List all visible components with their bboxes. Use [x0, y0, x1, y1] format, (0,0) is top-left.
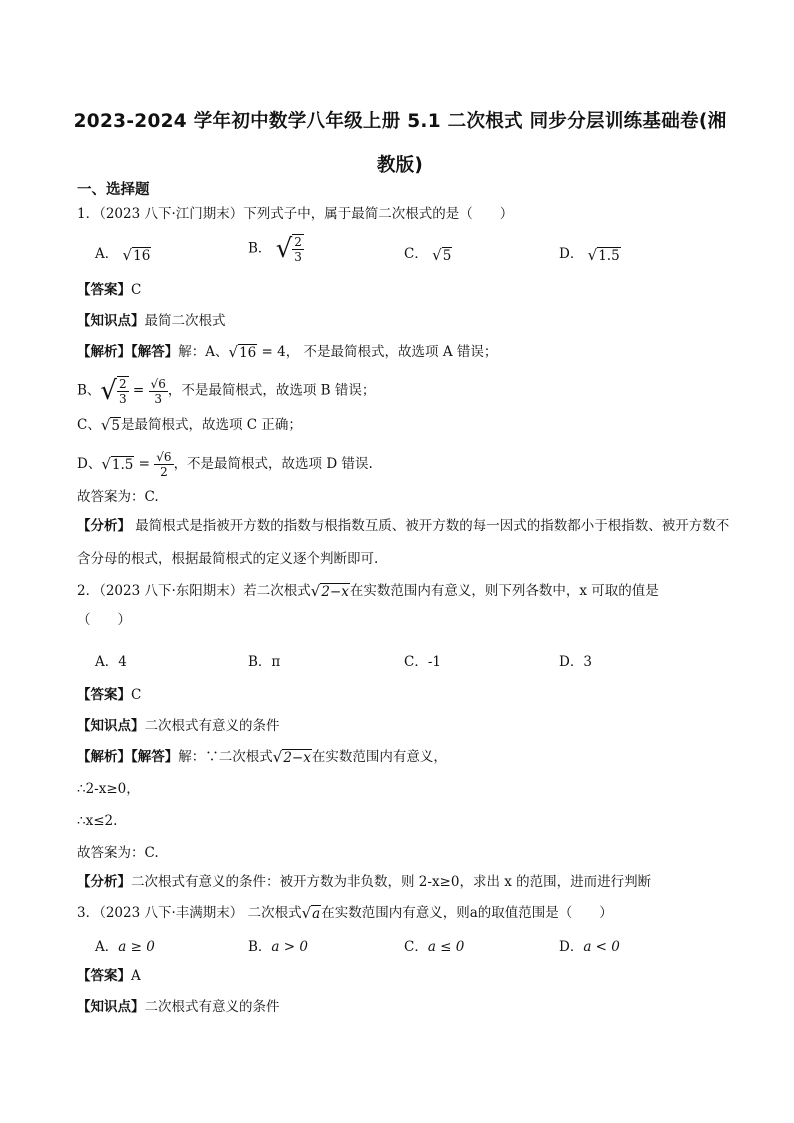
fraction: [154, 450, 173, 479]
kp-value: 二次根式有意义的条件: [144, 718, 280, 734]
q2-option-d[interactable]: D．3: [559, 654, 592, 670]
kp-tag: 【知识点】: [77, 999, 145, 1015]
radicand: 16: [239, 345, 257, 361]
denominator: 3: [119, 392, 127, 406]
denominator: 3: [154, 391, 162, 406]
option-label: D．: [559, 939, 584, 955]
sqrt-expression: √2−x: [272, 748, 311, 766]
solution-text: 解：A、: [178, 344, 229, 360]
radicand: 1.5: [111, 457, 134, 473]
kp-tag: 【知识点】: [77, 313, 145, 329]
q2-solution-line-1: [77, 747, 447, 768]
answer-value: C: [131, 687, 142, 703]
option-math: a ≥ 0: [118, 939, 155, 955]
radicand: 16: [133, 247, 151, 264]
option-label: B．: [248, 939, 272, 955]
q3-knowledge-point: [77, 997, 280, 1017]
page-title: 2023-2024 学年初中数学八年级上册 5.1 二次根式 同步分层训练基础卷(湘教版): [73, 111, 727, 176]
q2-solution-line-2: ∴2-x≥0，: [77, 781, 140, 797]
radicand: a: [312, 906, 321, 922]
solution-text: D、: [77, 456, 102, 472]
sqrt-expression: √5: [432, 245, 452, 264]
answer-tag: 【答案】: [77, 282, 131, 298]
q2-knowledge-point: [77, 716, 280, 736]
stem-text: 2．（2023 八下·东阳期末）若二次根式: [77, 583, 311, 599]
answer-value: C: [131, 282, 142, 298]
sqrt-expression: √16: [228, 343, 257, 361]
q3-option-b[interactable]: [248, 935, 308, 955]
radicand: 5: [442, 247, 452, 264]
kp-value: 最简二次根式: [144, 313, 226, 329]
q2-answer-paren: （ ）: [77, 612, 131, 628]
solution-text: 不是最简根式，故选项 A 错误；: [299, 344, 498, 360]
answer-tag: 【答案】: [77, 968, 131, 984]
sqrt-expression: √2−x: [310, 582, 349, 600]
q1-solution-line-2: B、√ $\frac{2}{3}$ = $\frac{√6}{3}$ ，不是最简根式，故选项 B 错误；: [77, 376, 376, 406]
numerator: √6: [156, 450, 172, 464]
option-label: B．: [248, 240, 272, 257]
solution-text: 在实数范围内有意义，: [311, 749, 447, 765]
q1-answer: [77, 280, 141, 300]
sqrt-fraction: √ $\frac{2}{3}$: [100, 376, 127, 406]
q1-knowledge-point: [77, 311, 226, 331]
solution-text: ，不是最简根式，故选项 B 错误；: [167, 382, 376, 399]
q3-answer: [77, 966, 141, 986]
q2-solution-line-3: ∴x≤2.: [77, 813, 118, 829]
sqrt-expression: √a: [301, 904, 321, 922]
analysis-text: 最简根式是指被开方数的指数与根指数互质、被开方数的每一因式的指数都小于根指数、被开方数不含分母的根式，根据最简根式的定义逐个判断即可.: [77, 518, 730, 567]
q1-solution-line-1: [77, 342, 497, 363]
sqrt-expression: √1.5: [587, 245, 620, 264]
radicand: 2−x: [321, 584, 349, 600]
numerator: √6: [150, 376, 166, 391]
option-label: A．: [95, 939, 119, 955]
q1-option-c[interactable]: [404, 242, 452, 264]
q1-analysis: [77, 510, 732, 576]
q1-solution-line-4: D、√1.5 = $\frac{√6}{2}$ ，不是最简根式，故选项 D 错误.: [77, 450, 373, 479]
q1-option-b[interactable]: [248, 234, 304, 264]
numerator: 2: [294, 235, 302, 249]
q3-option-c[interactable]: [404, 935, 464, 955]
q3-stem: [77, 903, 613, 924]
sqrt-expression: √16: [122, 245, 151, 264]
q1-stem: 1．（2023 八下·江门期末）下列式子中，属于最简二次根式的是（ ）: [77, 206, 514, 222]
solution-text: C、: [77, 417, 101, 433]
denominator: 2: [160, 465, 168, 479]
option-math: a < 0: [583, 939, 620, 955]
fraction: [149, 377, 168, 406]
q1-option-a[interactable]: [95, 242, 151, 264]
stem-text: 3．（2023 八下·丰满期末） 二次根式: [77, 905, 302, 921]
sqrt-expression: √5: [100, 416, 120, 434]
solution-text: 是最简根式，故选项 C 正确；: [121, 417, 302, 433]
q2-conclusion: 故答案为：C.: [77, 845, 159, 861]
sqrt-fraction: √ $\frac{2}{3}$: [275, 234, 302, 264]
q3-option-d[interactable]: [559, 935, 620, 955]
option-label: A．: [95, 246, 119, 262]
analysis-text: 二次根式有意义的条件：被开方数为非负数，则 2-x≥0，求出 x 的范围，进而进行判断: [131, 874, 652, 890]
option-label: D．: [559, 246, 584, 262]
answer-value: A: [131, 968, 141, 984]
numerator: 2: [119, 377, 127, 391]
q2-option-c[interactable]: C．-1: [404, 654, 441, 670]
solution-text: ，不是最简根式，故选项 D 错误.: [173, 456, 373, 472]
stem-text: 在实数范围内有意义，则a的取值范围是（ ）: [321, 905, 613, 921]
q2-analysis: [77, 872, 651, 892]
analysis-tag: 【分析】: [77, 518, 131, 534]
denominator: 3: [294, 250, 302, 264]
radicand: 5: [111, 418, 120, 434]
solution-tag: 【解析】【解答】: [77, 344, 179, 360]
q2-option-a[interactable]: A．4: [95, 654, 127, 670]
q2-option-b[interactable]: B．π: [248, 654, 281, 670]
q1-solution-line-3: [77, 415, 302, 436]
solution-tag: 【解析】【解答】: [77, 749, 179, 765]
answer-tag: 【答案】: [77, 687, 131, 703]
radicand: 2−x: [283, 750, 311, 766]
option-math: a ≤ 0: [427, 939, 465, 955]
sqrt-expression: √1.5: [101, 455, 134, 473]
stem-text: 在实数范围内有意义，则下列各数中，x 可取的值是: [349, 583, 659, 599]
q2-stem: [77, 581, 659, 602]
option-label: C．: [404, 246, 428, 262]
solution-text: B、: [77, 382, 101, 399]
option-math: a > 0: [271, 939, 308, 955]
solution-text: 解：∵二次根式: [178, 749, 273, 765]
section-heading: 一、选择题: [77, 182, 150, 198]
option-label: C．: [404, 939, 428, 955]
q2-answer: [77, 685, 141, 705]
analysis-tag: 【分析】: [77, 874, 131, 890]
q1-conclusion: 故答案为：C.: [77, 489, 159, 505]
kp-value: 二次根式有意义的条件: [144, 999, 280, 1015]
q3-option-a[interactable]: [95, 935, 155, 955]
equation-text: = 4，: [257, 344, 300, 360]
kp-tag: 【知识点】: [77, 718, 145, 734]
radicand: 1.5: [598, 247, 620, 264]
q1-option-d[interactable]: [559, 242, 621, 264]
